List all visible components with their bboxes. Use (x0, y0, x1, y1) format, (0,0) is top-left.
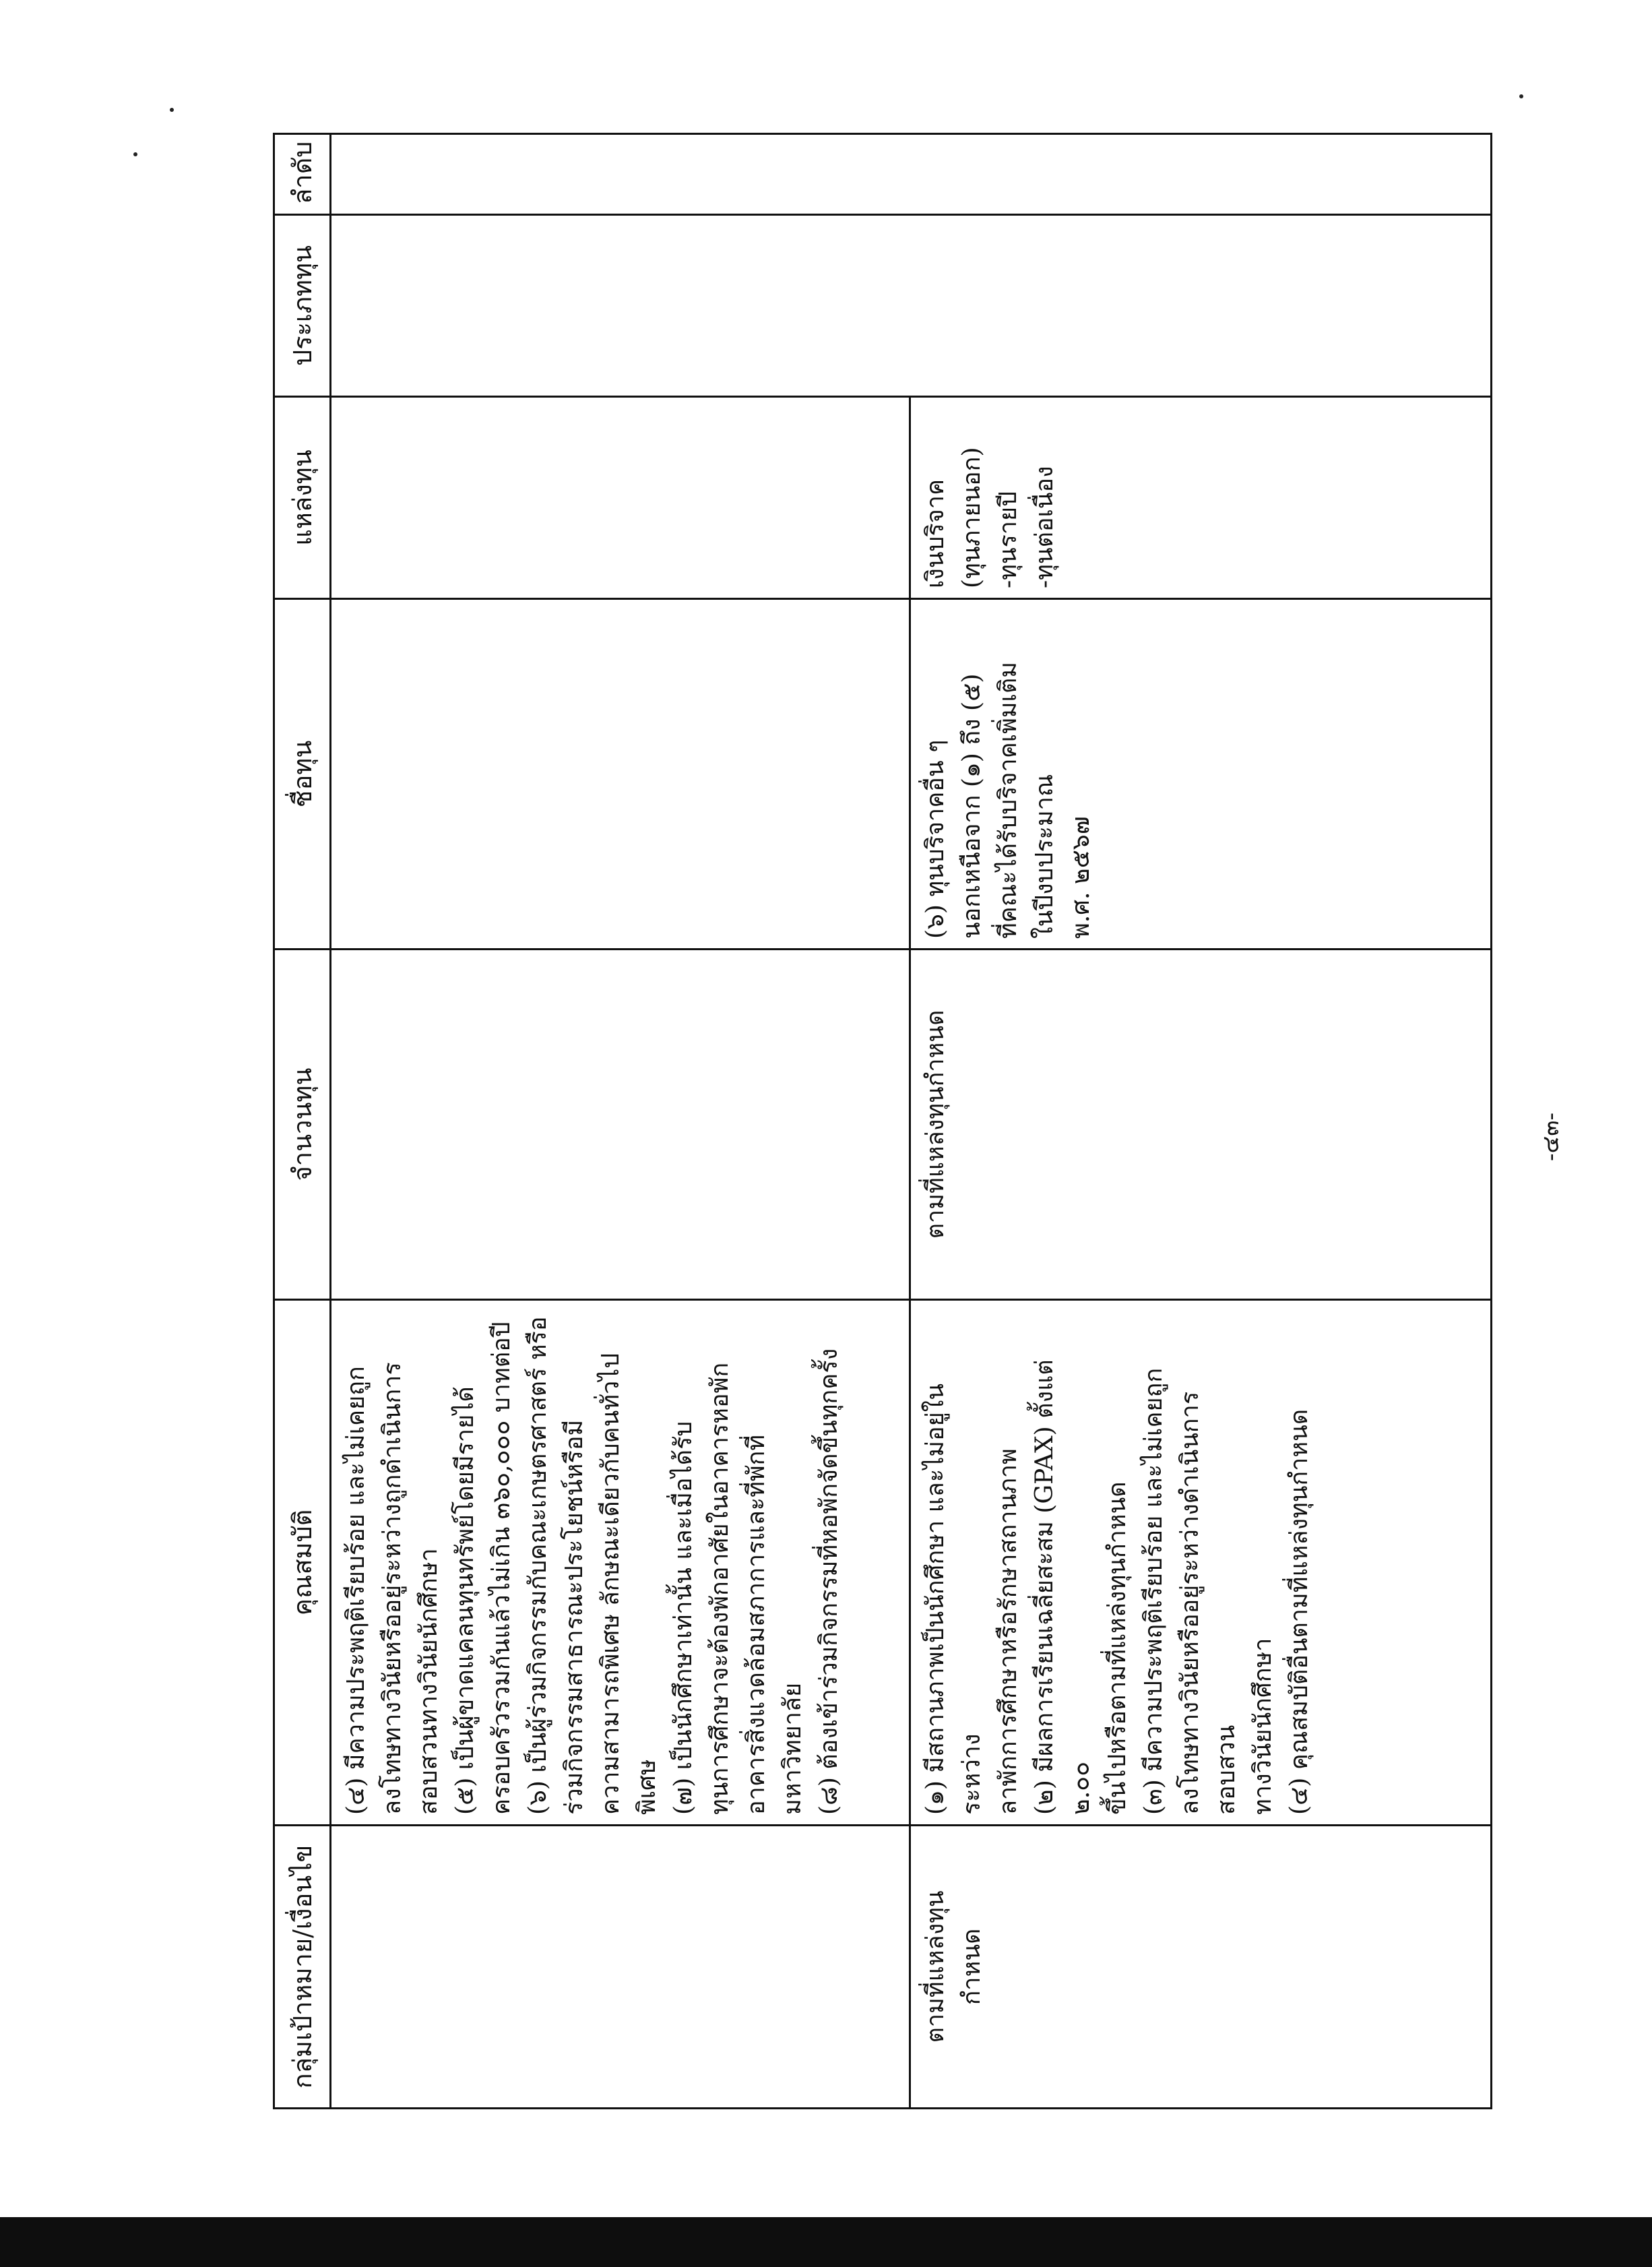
table-row (331, 134, 910, 2109)
table-row (910, 134, 1492, 2109)
header-amount: จำนวนทุน (274, 950, 331, 1300)
rotated-table-container (273, 135, 1492, 2109)
scan-speck (170, 108, 174, 112)
header-row (274, 134, 331, 2109)
header-qualifications: คุณสมบัติ (274, 1300, 331, 1826)
row2-qualifications: (๑) มีสถานภาพเป็นนักศึกษา และไม่อยู่ในระหว่าง ลาพักการศึกษาหรือรักษาสถานภาพ (๒) มีผลการเรียนเฉลี่ยสะสม (GPAX) ตั้งแต่ ๒.๐๐ ขึ้นไปหรือตามที่แหล่งทุนกำหนด (๓) มีความประพฤติเรียบร้อย และไม่เคยถูก ลงโทษทางวินัยหรืออยู่ระหว่างดำเนินการสอบสวน ทางวินัยนักศึกษา (๔) คุณสมบัติอื่นตามที่แหล่งทุนกำหนด (910, 1300, 1492, 1826)
row2-amount: ตามที่แหล่งทุนกำหนด (910, 950, 1492, 1300)
row1-number (331, 134, 1492, 215)
row1-source (331, 397, 910, 599)
scan-speck (1519, 94, 1523, 98)
header-number: ลำดับ (274, 134, 331, 215)
row1-qualifications: (๔) มีความประพฤติเรียบร้อย และไม่เคยถูก ลงโทษทางวินัยหรืออยู่ระหว่างถูกดำเนินการ สอบสวนทางวินัยนักศึกษา (๕) เป็นผู้ขาดแคลนทุนทรัพย์โดยมีรายได้ ครอบครัวรวมกันแล้วไม่เกิน ๓๖๐,๐๐๐ บาทต่อปี (๖) เป็นผู้ร่วมกิจกรรมกับคณะเกษตรศาสตร์ หรือ ร่วมกิจกรรมสาธารณะประโยชน์หรือมี ความสามารถพิเศษ ลักษณะเดียวกับคนทั่วไป พิเศษ (๗) เป็นนักศึกษาเท่านั้น และเมื่อได้รับ ทุนการศึกษาจะต้องพักอาศัยในอาคารหอพัก อาคารสิ่งแวดล้อมสภาการและที่พักที่มหาวิทยาลัย (๘) ต้องเข้าร่วมกิจกรรมที่หอพักจัดขึ้นทุกครั้ง (331, 1300, 910, 1826)
page-number: -๔๓- (1537, 1113, 1564, 1161)
row2-source: เงินบริจาค (ทุนภายนอก) -ทุนรายปี -ทุนต่อเนื่อง (910, 397, 1492, 599)
row2-group: ตามที่แหล่งทุน กำหนด (910, 1826, 1492, 2109)
row1-name (331, 599, 910, 950)
row1-group (331, 1826, 910, 2109)
row1-amount (331, 950, 910, 1300)
bottom-bar (0, 2217, 1652, 2267)
header-name: ชื่อทุน (274, 599, 331, 950)
header-type: ประเภททุน (274, 215, 331, 397)
header-source: แหล่งทุน (274, 397, 331, 599)
row1-type (331, 215, 1492, 397)
row2-name: (๖) ทุนบริจาคอื่น ๆ นอกเหนือจาก (๑) ถึง (๕) ที่คณะได้รับบริจาคเพิ่มเติม ในปีงบประมาณ พ.ศ. ๒๕๖๗ (910, 599, 1492, 950)
scan-speck (133, 152, 137, 156)
header-group: กลุ่มเป้าหมาย/เงื่อนไข (274, 1826, 331, 2109)
scholarship-table (273, 133, 1492, 2109)
